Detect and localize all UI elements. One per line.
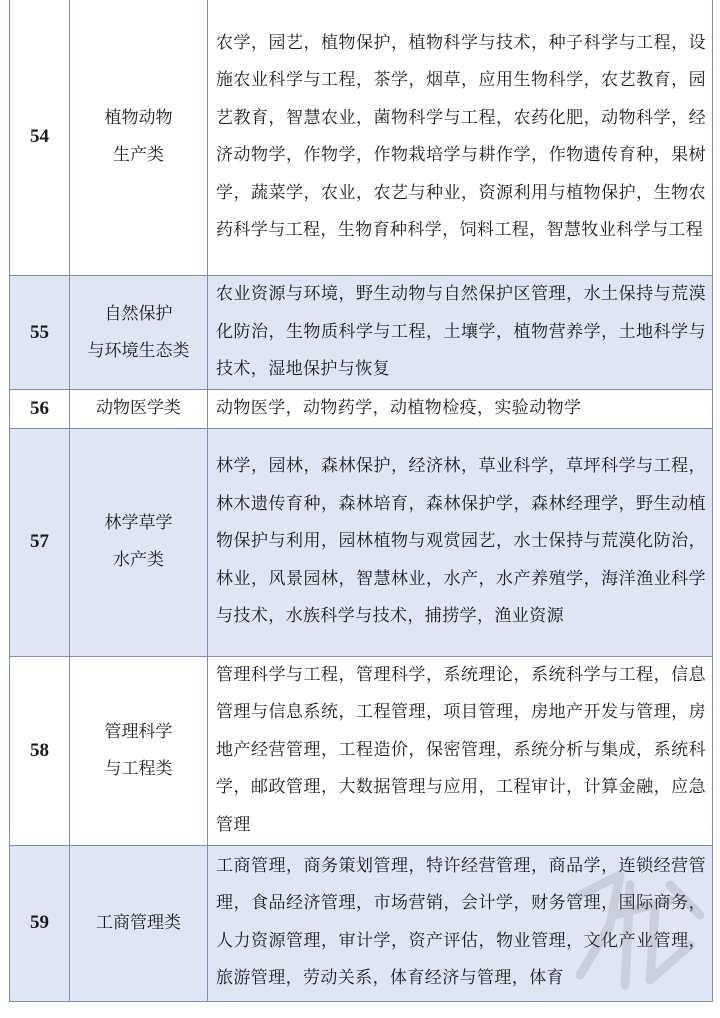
- table-row: [10, 276, 713, 390]
- table-row: [10, 428, 713, 656]
- table-row: [10, 390, 713, 429]
- row-number: 55: [10, 276, 70, 390]
- majors-list: 林学，园林，森林保护，经济林，草业科学，草坪科学与工程，林木遗传育种，森林培育，森林保护学，森林经理学，野生动植物保护与利用，园林植物与观赏园艺，水士保持与荒漠化防治，林业，风景园林，智慧林业，水产，水产养殖学，海洋渔业科学与技术，水族科学与技术，捕捞学，渔业资源: [208, 428, 713, 656]
- category-name: [70, 845, 208, 1001]
- category-line: 自然保护: [104, 303, 173, 324]
- table-row: [10, 845, 713, 1001]
- category-name: [70, 390, 208, 429]
- major-category-table: [9, 0, 713, 1002]
- majors-list: 工商管理，商务策划管理，特许经营管理，商品学，连锁经营管理，食品经济管理，市场营销，会计学，财务管理，国际商务，人力资源管理，审计学，资产评估，物业管理，文化产业管理，旅游管理，劳动关系，体育经济与管理，体育: [208, 845, 713, 1001]
- row-number: 54: [10, 0, 70, 276]
- category-line: 生产类: [113, 145, 164, 165]
- majors-list: 农学，园艺，植物保护，植物科学与技术，种子科学与工程，设施农业科学与工程，茶学，烟草，应用生物科学，农艺教育，园艺教育，智慧农业，菌物科学与工程，农药化肥，动物科学，经济动物学，作物学，作物栽培学与耕作学，作物遗传育种，果树学，蔬菜学，农业，农艺与种业，资源利用与植物保护，生物农药科学与工程，生物育种科学，饲料工程，智慧牧业科学与工程: [208, 0, 713, 276]
- category-line: 与工程类: [104, 758, 173, 779]
- category-line: 林学草学: [104, 513, 173, 533]
- row-number: 58: [10, 656, 70, 845]
- category-line: 植物动物: [104, 108, 173, 128]
- table-row: [10, 0, 713, 276]
- category-line: 管理科学: [104, 721, 173, 742]
- row-number: 57: [10, 428, 70, 656]
- category-name: [70, 0, 208, 276]
- category-line: 与环境生态类: [87, 340, 190, 361]
- category-line: 动物医学类: [96, 398, 181, 419]
- majors-list: 农业资源与环境，野生动物与自然保护区管理，水土保持与荒漠化防治，生物质科学与工程，土壤学，植物营养学，土地科学与技术，湿地保护与恢复: [208, 276, 713, 390]
- category-line: 工商管理类: [96, 912, 181, 933]
- row-number: 56: [10, 390, 70, 429]
- table-row: [10, 656, 713, 845]
- majors-list: 动物医学，动物药学，动植物检疫，实验动物学: [208, 390, 713, 429]
- category-name: [70, 428, 208, 656]
- majors-list: 管理科学与工程，管理科学，系统理论，系统科学与工程，信息管理与信息系统，工程管理，项目管理，房地产开发与管理，房地产经营管理，工程造价，保密管理，系统分析与集成，系统科学，邮政管理，大数据管理与应用，工程审计，计算金融，应急管理: [208, 656, 713, 845]
- category-name: [70, 656, 208, 845]
- category-line: 水产类: [113, 550, 164, 570]
- category-name: [70, 276, 208, 390]
- row-number: 59: [10, 845, 70, 1001]
